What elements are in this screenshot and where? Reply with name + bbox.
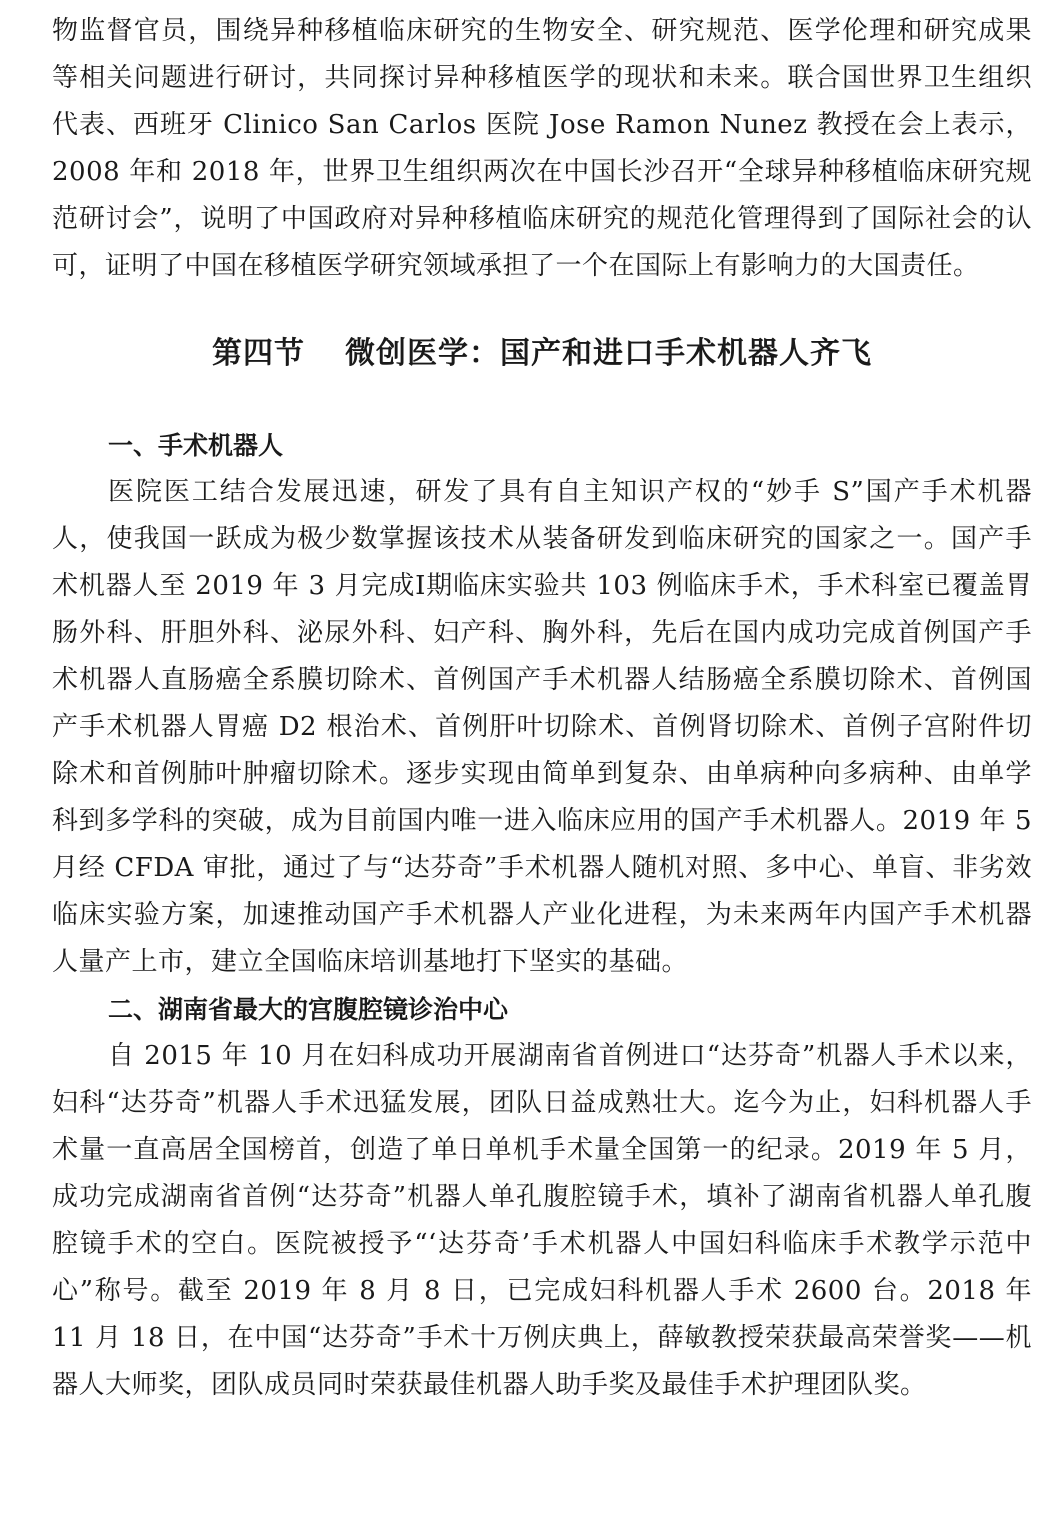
section-title <box>52 290 1032 422</box>
document-page <box>52 8 1032 1409</box>
intro-paragraph: 物监督官员，围绕异种移植临床研究的生物安全、研究规范、医学伦理和研究成果等相关问题进行研讨，共同探讨异种移植医学的现状和未来。联合国世界卫生组织代表、西班牙 Clinico San Carlos 医院 Jose Ramon Nunez 教授在会上表示，2008 年和 2018 年，世界卫生组织两次在中国长沙召开“全球异种移植临床研究规范研讨会”，说明了中国政府对异种移植临床研究的规范化管理得到了国际社会的认可，证明了中国在移植医学研究领域承担了一个在国际上有影响力的大国责任。 <box>52 16 1032 281</box>
subsection-body: 自 2015 年 10 月在妇科成功开展湖南省首例进口“达芬奇”机器人手术以来，妇科“达芬奇”机器人手术迅猛发展，团队日益成熟壮大。迄今为止，妇科机器人手术量一直高居全国榜首，创造了单日单机手术量全国第一的纪录。2019 年 5 月，成功完成湖南省首例“达芬奇”机器人单孔腹腔镜手术，填补了湖南省机器人单孔腹腔镜手术的空白。医院被授予“‘达芬奇’手术机器人中国妇科临床手术教学示范中心”称号。截至 2019 年 8 月 8 日，已完成妇科机器人手术 2600 台。2018 年 11 月 18 日，在中国“达芬奇”手术十万例庆典上，薛敏教授荣获最高荣誉奖——机器人大师奖，团队成员同时荣获最佳机器人助手奖及最佳手术护理团队奖。 <box>52 1041 1032 1400</box>
subsection-robot <box>52 422 1032 986</box>
section-heading: 微创医学：国产和进口手术机器人齐飞 <box>345 336 872 371</box>
subsection-heading: 二、湖南省最大的宫腹腔镜诊治中心 <box>108 995 509 1024</box>
subsection-heading: 一、手术机器人 <box>108 431 284 460</box>
subsection-laparoscopy-center <box>52 986 1032 1409</box>
subsection-body: 医院医工结合发展迅速，研发了具有自主知识产权的“妙手 S”国产手术机器人，使我国一跃成为极少数掌握该技术从装备研发到临床研究的国家之一。国产手术机器人至 2019 年 3 月完成Ⅰ期临床实验共 103 例临床手术，手术科室已覆盖胃肠外科、肝胆外科、泌尿外科、妇产科、胸外科，先后在国内成功完成首例国产手术机器人直肠癌全系膜切除术、首例国产手术机器人结肠癌全系膜切除术、首例国产手术机器人胃癌 D2 根治术、首例肝叶切除术、首例肾切除术、首例子宫附件切除术和首例肺叶肿瘤切除术。逐步实现由简单到复杂、由单病种向多病种、由单学科到多学科的突破，成为目前国内唯一进入临床应用的国产手术机器人。2019 年 5 月经 CFDA 审批，通过了与“达芬奇”手术机器人随机对照、多中心、单盲、非劣效临床实验方案，加速推动国产手术机器人产业化进程，为未来两年内国产手术机器人量产上市，建立全国临床培训基地打下坚实的基础。 <box>52 477 1032 977</box>
section-number: 第四节 <box>212 336 305 371</box>
